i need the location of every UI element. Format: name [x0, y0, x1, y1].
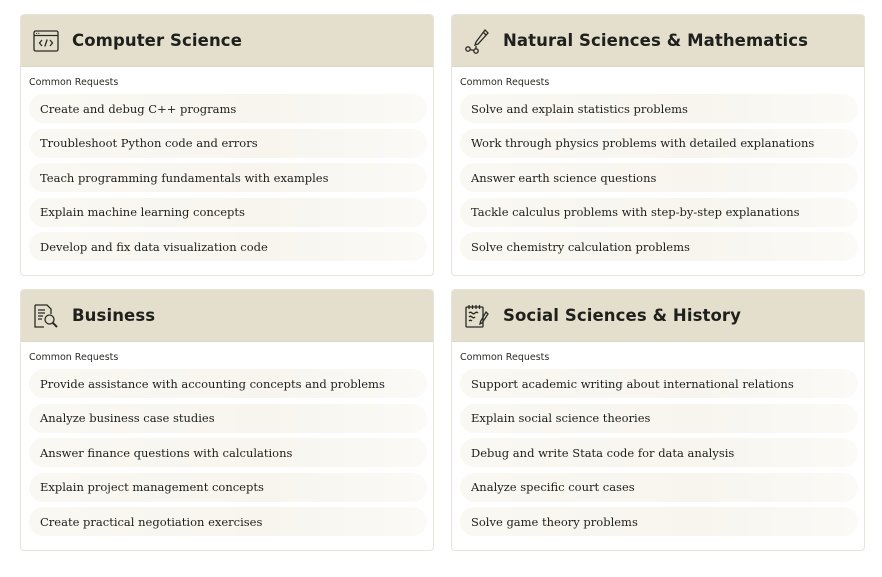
request-list [460, 94, 856, 261]
request-item[interactable]: Analyze specific court cases [460, 473, 858, 502]
request-item[interactable]: Answer finance questions with calculations [29, 438, 427, 467]
card-header [452, 15, 864, 67]
card-social-sciences [451, 289, 865, 551]
request-list [29, 94, 425, 261]
card-title: Natural Sciences & Mathematics [503, 31, 809, 50]
request-item[interactable]: Tackle calculus problems with step-by-step explanations [460, 198, 858, 227]
card-header [21, 15, 433, 67]
request-list [29, 369, 425, 536]
section-label: Common Requests [29, 77, 119, 88]
request-item[interactable]: Analyze business case studies [29, 404, 427, 433]
request-item[interactable]: Solve game theory problems [460, 507, 858, 536]
request-item[interactable]: Work through physics problems with detailed explanations [460, 129, 858, 158]
request-item[interactable]: Provide assistance with accounting concepts and problems [29, 369, 427, 398]
request-item[interactable]: Answer earth science questions [460, 163, 858, 192]
card-title: Computer Science [72, 31, 242, 50]
card-title: Social Sciences & History [503, 306, 742, 325]
card-computer-science [20, 14, 434, 276]
card-header [21, 290, 433, 342]
card-body [452, 67, 864, 261]
section-label: Common Requests [29, 352, 119, 363]
request-item[interactable]: Solve and explain statistics problems [460, 94, 858, 123]
card-body [21, 67, 433, 261]
card-business [20, 289, 434, 551]
request-item[interactable]: Explain social science theories [460, 404, 858, 433]
card-body [21, 342, 433, 536]
request-item[interactable]: Solve chemistry calculation problems [460, 232, 858, 261]
code-window-icon [32, 27, 60, 55]
request-item[interactable]: Create practical negotiation exercises [29, 507, 427, 536]
request-item[interactable]: Debug and write Stata code for data analysis [460, 438, 858, 467]
section-label: Common Requests [460, 77, 550, 88]
card-natural-sciences [451, 14, 865, 276]
card-body [452, 342, 864, 536]
request-item[interactable]: Explain project management concepts [29, 473, 427, 502]
notepad-pen-icon [463, 302, 491, 330]
request-item[interactable]: Troubleshoot Python code and errors [29, 129, 427, 158]
request-item[interactable]: Develop and fix data visualization code [29, 232, 427, 261]
section-label: Common Requests [460, 352, 550, 363]
pen-nodes-icon [463, 27, 491, 55]
request-item[interactable]: Teach programming fundamentals with examples [29, 163, 427, 192]
card-title: Business [72, 306, 156, 325]
request-item[interactable]: Create and debug C++ programs [29, 94, 427, 123]
document-magnifier-icon [32, 302, 60, 330]
request-item[interactable]: Explain machine learning concepts [29, 198, 427, 227]
request-item[interactable]: Support academic writing about international relations [460, 369, 858, 398]
card-header [452, 290, 864, 342]
request-list [460, 369, 856, 536]
